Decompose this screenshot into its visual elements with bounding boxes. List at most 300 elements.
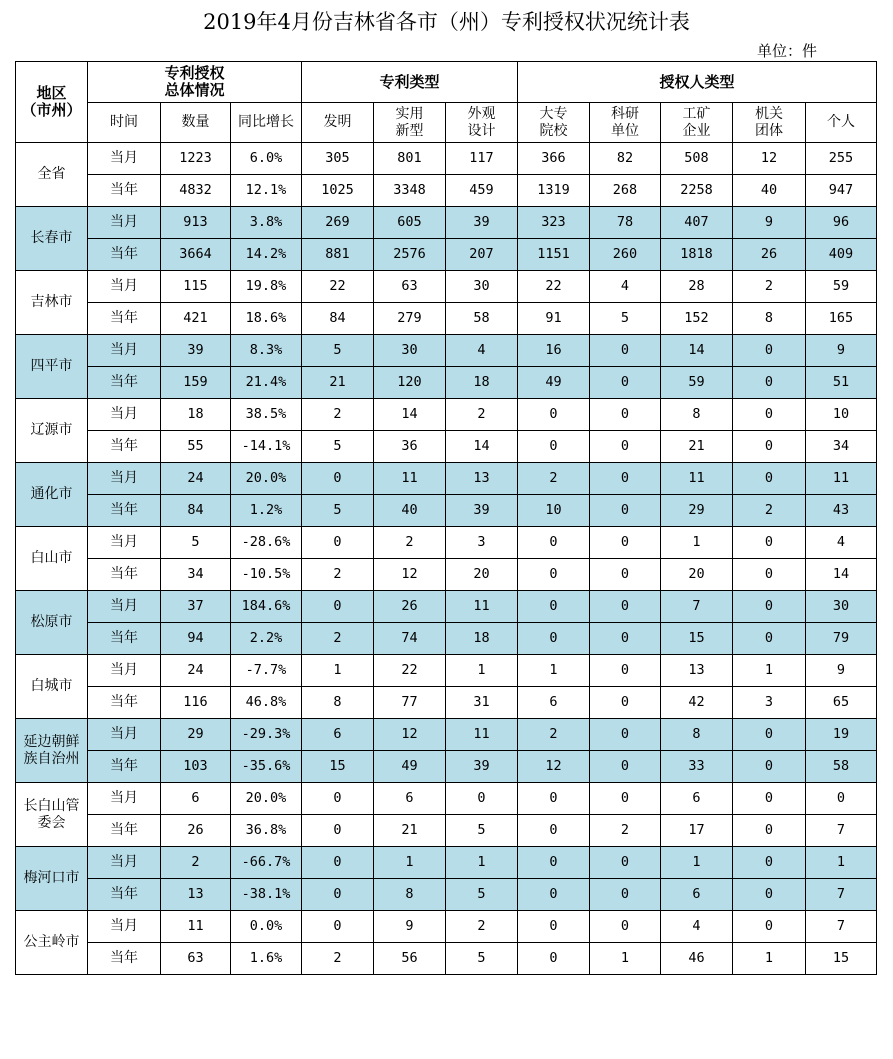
value-cell: 0 bbox=[590, 367, 661, 399]
value-cell: 65 bbox=[806, 687, 877, 719]
value-cell: 269 bbox=[302, 207, 374, 239]
period-cell: 当年 bbox=[88, 623, 161, 655]
value-cell: 1.2% bbox=[231, 495, 302, 527]
value-cell: 0 bbox=[302, 879, 374, 911]
value-cell: 1 bbox=[661, 527, 733, 559]
value-cell: 5 bbox=[302, 495, 374, 527]
value-cell: 33 bbox=[661, 751, 733, 783]
value-cell: 1 bbox=[374, 847, 446, 879]
table-row bbox=[16, 623, 877, 655]
value-cell: 9 bbox=[806, 655, 877, 687]
value-cell: 20 bbox=[446, 559, 518, 591]
value-cell: 407 bbox=[661, 207, 733, 239]
value-cell: 3664 bbox=[161, 239, 231, 271]
value-cell: 34 bbox=[806, 431, 877, 463]
value-cell: 8 bbox=[661, 719, 733, 751]
value-cell: 1 bbox=[733, 943, 806, 975]
col-header-design: 外观 设计 bbox=[446, 103, 518, 143]
value-cell: 2 bbox=[374, 527, 446, 559]
value-cell: 12 bbox=[518, 751, 590, 783]
period-cell: 当年 bbox=[88, 687, 161, 719]
region-cell: 松原市 bbox=[16, 591, 88, 655]
value-cell: 63 bbox=[374, 271, 446, 303]
value-cell: 2 bbox=[733, 271, 806, 303]
table-row bbox=[16, 271, 877, 303]
value-cell: 21 bbox=[661, 431, 733, 463]
value-cell: 366 bbox=[518, 143, 590, 175]
table-row bbox=[16, 175, 877, 207]
value-cell: 0 bbox=[518, 911, 590, 943]
region-cell: 吉林市 bbox=[16, 271, 88, 335]
table-row bbox=[16, 239, 877, 271]
value-cell: 11 bbox=[161, 911, 231, 943]
value-cell: 51 bbox=[806, 367, 877, 399]
value-cell: 0 bbox=[518, 783, 590, 815]
value-cell: 0 bbox=[590, 559, 661, 591]
period-cell: 当年 bbox=[88, 495, 161, 527]
value-cell: 40 bbox=[374, 495, 446, 527]
value-cell: 0 bbox=[733, 623, 806, 655]
period-cell: 当年 bbox=[88, 431, 161, 463]
value-cell: 30 bbox=[374, 335, 446, 367]
value-cell: 6 bbox=[518, 687, 590, 719]
value-cell: 0 bbox=[733, 879, 806, 911]
col-header-invention: 发明 bbox=[302, 103, 374, 143]
value-cell: 1223 bbox=[161, 143, 231, 175]
value-cell: 17 bbox=[661, 815, 733, 847]
value-cell: -38.1% bbox=[231, 879, 302, 911]
value-cell: 2 bbox=[733, 495, 806, 527]
value-cell: 2 bbox=[518, 719, 590, 751]
value-cell: 4832 bbox=[161, 175, 231, 207]
value-cell: 12 bbox=[374, 559, 446, 591]
value-cell: 7 bbox=[806, 879, 877, 911]
col-header-research: 科研 单位 bbox=[590, 103, 661, 143]
value-cell: 0 bbox=[518, 943, 590, 975]
region-cell: 通化市 bbox=[16, 463, 88, 527]
value-cell: 0 bbox=[518, 815, 590, 847]
value-cell: 5 bbox=[161, 527, 231, 559]
value-cell: 5 bbox=[446, 943, 518, 975]
value-cell: 8 bbox=[302, 687, 374, 719]
value-cell: 5 bbox=[446, 879, 518, 911]
table-row bbox=[16, 495, 877, 527]
table-row bbox=[16, 367, 877, 399]
value-cell: 34 bbox=[161, 559, 231, 591]
value-cell: -28.6% bbox=[231, 527, 302, 559]
value-cell: 1 bbox=[446, 655, 518, 687]
value-cell: 49 bbox=[374, 751, 446, 783]
value-cell: 21 bbox=[302, 367, 374, 399]
value-cell: 29 bbox=[661, 495, 733, 527]
value-cell: 881 bbox=[302, 239, 374, 271]
value-cell: 39 bbox=[446, 207, 518, 239]
value-cell: -7.7% bbox=[231, 655, 302, 687]
period-cell: 当年 bbox=[88, 303, 161, 335]
table-row bbox=[16, 655, 877, 687]
value-cell: 2 bbox=[590, 815, 661, 847]
value-cell: 39 bbox=[161, 335, 231, 367]
value-cell: 279 bbox=[374, 303, 446, 335]
value-cell: 2 bbox=[302, 559, 374, 591]
value-cell: 30 bbox=[806, 591, 877, 623]
col-header-growth: 同比增长 bbox=[231, 103, 302, 143]
value-cell: 0 bbox=[518, 847, 590, 879]
value-cell: 116 bbox=[161, 687, 231, 719]
value-cell: 1 bbox=[302, 655, 374, 687]
region-header: 地区 （市州） bbox=[16, 62, 88, 143]
table-row bbox=[16, 751, 877, 783]
region-cell: 白山市 bbox=[16, 527, 88, 591]
value-cell: 20.0% bbox=[231, 783, 302, 815]
value-cell: 59 bbox=[806, 271, 877, 303]
value-cell: 4 bbox=[590, 271, 661, 303]
value-cell: 20.0% bbox=[231, 463, 302, 495]
value-cell: 0 bbox=[518, 399, 590, 431]
table-row bbox=[16, 527, 877, 559]
value-cell: 0 bbox=[733, 399, 806, 431]
period-cell: 当年 bbox=[88, 175, 161, 207]
value-cell: 16 bbox=[518, 335, 590, 367]
value-cell: 0 bbox=[590, 847, 661, 879]
value-cell: 0 bbox=[302, 911, 374, 943]
value-cell: 7 bbox=[661, 591, 733, 623]
value-cell: 1 bbox=[590, 943, 661, 975]
value-cell: 0 bbox=[590, 687, 661, 719]
value-cell: 18.6% bbox=[231, 303, 302, 335]
value-cell: 46.8% bbox=[231, 687, 302, 719]
value-cell: 0 bbox=[590, 495, 661, 527]
value-cell: 409 bbox=[806, 239, 877, 271]
value-cell: 10 bbox=[518, 495, 590, 527]
value-cell: 6 bbox=[302, 719, 374, 751]
value-cell: 1 bbox=[806, 847, 877, 879]
value-cell: 2 bbox=[446, 399, 518, 431]
value-cell: 2.2% bbox=[231, 623, 302, 655]
value-cell: 801 bbox=[374, 143, 446, 175]
period-cell: 当月 bbox=[88, 655, 161, 687]
period-cell: 当月 bbox=[88, 591, 161, 623]
value-cell: -35.6% bbox=[231, 751, 302, 783]
col-header-individual: 个人 bbox=[806, 103, 877, 143]
value-cell: 0 bbox=[590, 911, 661, 943]
value-cell: 15 bbox=[661, 623, 733, 655]
value-cell: 58 bbox=[446, 303, 518, 335]
period-cell: 当年 bbox=[88, 879, 161, 911]
period-cell: 当年 bbox=[88, 943, 161, 975]
period-cell: 当月 bbox=[88, 783, 161, 815]
value-cell: 2 bbox=[161, 847, 231, 879]
period-cell: 当月 bbox=[88, 527, 161, 559]
table-row bbox=[16, 591, 877, 623]
value-cell: 0 bbox=[518, 559, 590, 591]
value-cell: 3 bbox=[733, 687, 806, 719]
period-cell: 当月 bbox=[88, 335, 161, 367]
value-cell: 6.0% bbox=[231, 143, 302, 175]
value-cell: 40 bbox=[733, 175, 806, 207]
value-cell: 0 bbox=[302, 815, 374, 847]
value-cell: 184.6% bbox=[231, 591, 302, 623]
value-cell: 1 bbox=[733, 655, 806, 687]
value-cell: 37 bbox=[161, 591, 231, 623]
value-cell: 22 bbox=[374, 655, 446, 687]
value-cell: 0 bbox=[590, 655, 661, 687]
period-cell: 当年 bbox=[88, 367, 161, 399]
value-cell: 58 bbox=[806, 751, 877, 783]
period-cell: 当月 bbox=[88, 207, 161, 239]
value-cell: 3.8% bbox=[231, 207, 302, 239]
value-cell: 79 bbox=[806, 623, 877, 655]
value-cell: 117 bbox=[446, 143, 518, 175]
value-cell: 13 bbox=[161, 879, 231, 911]
value-cell: 3 bbox=[446, 527, 518, 559]
patent-table bbox=[15, 61, 877, 975]
value-cell: 1 bbox=[518, 655, 590, 687]
value-cell: 9 bbox=[806, 335, 877, 367]
period-cell: 当月 bbox=[88, 847, 161, 879]
value-cell: 14 bbox=[661, 335, 733, 367]
value-cell: 94 bbox=[161, 623, 231, 655]
value-cell: 103 bbox=[161, 751, 231, 783]
value-cell: -66.7% bbox=[231, 847, 302, 879]
value-cell: 77 bbox=[374, 687, 446, 719]
value-cell: 260 bbox=[590, 239, 661, 271]
value-cell: 0 bbox=[733, 847, 806, 879]
value-cell: 5 bbox=[590, 303, 661, 335]
table-row bbox=[16, 559, 877, 591]
page-title: 2019年4月份吉林省各市（州）专利授权状况统计表 bbox=[203, 10, 690, 34]
value-cell: 0 bbox=[733, 591, 806, 623]
value-cell: 0 bbox=[733, 783, 806, 815]
value-cell: 78 bbox=[590, 207, 661, 239]
region-cell: 全省 bbox=[16, 143, 88, 207]
value-cell: 31 bbox=[446, 687, 518, 719]
value-cell: 29 bbox=[161, 719, 231, 751]
value-cell: 1151 bbox=[518, 239, 590, 271]
col-header-enterprise: 工矿 企业 bbox=[661, 103, 733, 143]
value-cell: 0 bbox=[733, 559, 806, 591]
value-cell: 5 bbox=[302, 431, 374, 463]
value-cell: 0 bbox=[590, 399, 661, 431]
value-cell: 2 bbox=[302, 399, 374, 431]
value-cell: 0 bbox=[806, 783, 877, 815]
value-cell: 56 bbox=[374, 943, 446, 975]
value-cell: 0 bbox=[302, 463, 374, 495]
period-cell: 当月 bbox=[88, 271, 161, 303]
value-cell: 5 bbox=[446, 815, 518, 847]
value-cell: 15 bbox=[806, 943, 877, 975]
table-row bbox=[16, 879, 877, 911]
col-header-agency: 机关 团体 bbox=[733, 103, 806, 143]
region-cell: 长白山管 委会 bbox=[16, 783, 88, 847]
value-cell: 14 bbox=[374, 399, 446, 431]
value-cell: 5 bbox=[302, 335, 374, 367]
value-cell: 8 bbox=[661, 399, 733, 431]
value-cell: 0 bbox=[733, 335, 806, 367]
value-cell: 21 bbox=[374, 815, 446, 847]
value-cell: 2576 bbox=[374, 239, 446, 271]
value-cell: 459 bbox=[446, 175, 518, 207]
table-row bbox=[16, 687, 877, 719]
group-total-header: 专利授权 总体情况 bbox=[88, 62, 302, 103]
value-cell: 0 bbox=[302, 783, 374, 815]
value-cell: 3348 bbox=[374, 175, 446, 207]
value-cell: 508 bbox=[661, 143, 733, 175]
value-cell: 12 bbox=[374, 719, 446, 751]
period-cell: 当年 bbox=[88, 751, 161, 783]
value-cell: 36.8% bbox=[231, 815, 302, 847]
value-cell: 120 bbox=[374, 367, 446, 399]
value-cell: 2 bbox=[302, 943, 374, 975]
period-cell: 当月 bbox=[88, 911, 161, 943]
value-cell: 1818 bbox=[661, 239, 733, 271]
value-cell: 1 bbox=[446, 847, 518, 879]
value-cell: -14.1% bbox=[231, 431, 302, 463]
value-cell: 91 bbox=[518, 303, 590, 335]
value-cell: 18 bbox=[446, 623, 518, 655]
value-cell: 12.1% bbox=[231, 175, 302, 207]
value-cell: 14 bbox=[446, 431, 518, 463]
region-cell: 白城市 bbox=[16, 655, 88, 719]
value-cell: 0 bbox=[733, 911, 806, 943]
value-cell: 0 bbox=[518, 431, 590, 463]
value-cell: 0 bbox=[518, 591, 590, 623]
region-cell: 长春市 bbox=[16, 207, 88, 271]
value-cell: 0 bbox=[590, 719, 661, 751]
value-cell: 49 bbox=[518, 367, 590, 399]
value-cell: 0 bbox=[590, 335, 661, 367]
value-cell: 1.6% bbox=[231, 943, 302, 975]
value-cell: 0 bbox=[302, 847, 374, 879]
value-cell: 0 bbox=[733, 751, 806, 783]
value-cell: 55 bbox=[161, 431, 231, 463]
value-cell: 0 bbox=[733, 463, 806, 495]
value-cell: 0 bbox=[590, 591, 661, 623]
value-cell: 421 bbox=[161, 303, 231, 335]
table-row bbox=[16, 847, 877, 879]
period-cell: 当月 bbox=[88, 143, 161, 175]
value-cell: 82 bbox=[590, 143, 661, 175]
value-cell: 4 bbox=[446, 335, 518, 367]
value-cell: -29.3% bbox=[231, 719, 302, 751]
value-cell: 39 bbox=[446, 751, 518, 783]
value-cell: 0 bbox=[590, 527, 661, 559]
value-cell: 46 bbox=[661, 943, 733, 975]
value-cell: 4 bbox=[661, 911, 733, 943]
value-cell: 305 bbox=[302, 143, 374, 175]
value-cell: 8 bbox=[733, 303, 806, 335]
value-cell: 2258 bbox=[661, 175, 733, 207]
value-cell: 84 bbox=[161, 495, 231, 527]
value-cell: 19 bbox=[806, 719, 877, 751]
value-cell: 0 bbox=[590, 879, 661, 911]
value-cell: 0 bbox=[302, 591, 374, 623]
value-cell: 30 bbox=[446, 271, 518, 303]
value-cell: 43 bbox=[806, 495, 877, 527]
table-row bbox=[16, 303, 877, 335]
table-row bbox=[16, 207, 877, 239]
period-cell: 当年 bbox=[88, 559, 161, 591]
table-row bbox=[16, 815, 877, 847]
table-row bbox=[16, 943, 877, 975]
value-cell: 0 bbox=[733, 367, 806, 399]
value-cell: 0 bbox=[590, 463, 661, 495]
value-cell: 19.8% bbox=[231, 271, 302, 303]
value-cell: 152 bbox=[661, 303, 733, 335]
value-cell: 96 bbox=[806, 207, 877, 239]
value-cell: 0 bbox=[518, 527, 590, 559]
value-cell: 268 bbox=[590, 175, 661, 207]
value-cell: 6 bbox=[374, 783, 446, 815]
value-cell: 39 bbox=[446, 495, 518, 527]
value-cell: 26 bbox=[374, 591, 446, 623]
col-header-utility: 实用 新型 bbox=[374, 103, 446, 143]
value-cell: 1 bbox=[661, 847, 733, 879]
region-cell: 辽源市 bbox=[16, 399, 88, 463]
value-cell: 605 bbox=[374, 207, 446, 239]
value-cell: 10 bbox=[806, 399, 877, 431]
value-cell: 0 bbox=[590, 623, 661, 655]
period-cell: 当年 bbox=[88, 815, 161, 847]
col-header-university: 大专 院校 bbox=[518, 103, 590, 143]
value-cell: 207 bbox=[446, 239, 518, 271]
value-cell: 21.4% bbox=[231, 367, 302, 399]
region-cell: 梅河口市 bbox=[16, 847, 88, 911]
table-row bbox=[16, 911, 877, 943]
value-cell: 13 bbox=[446, 463, 518, 495]
value-cell: 26 bbox=[733, 239, 806, 271]
value-cell: 26 bbox=[161, 815, 231, 847]
value-cell: 12 bbox=[733, 143, 806, 175]
table-row bbox=[16, 463, 877, 495]
value-cell: 15 bbox=[302, 751, 374, 783]
value-cell: 0 bbox=[518, 623, 590, 655]
value-cell: 0 bbox=[446, 783, 518, 815]
value-cell: 84 bbox=[302, 303, 374, 335]
value-cell: 11 bbox=[661, 463, 733, 495]
value-cell: 0.0% bbox=[231, 911, 302, 943]
table-row bbox=[16, 719, 877, 751]
value-cell: 8 bbox=[374, 879, 446, 911]
value-cell: 36 bbox=[374, 431, 446, 463]
value-cell: 1319 bbox=[518, 175, 590, 207]
col-header-time: 时间 bbox=[88, 103, 161, 143]
value-cell: 74 bbox=[374, 623, 446, 655]
value-cell: 18 bbox=[161, 399, 231, 431]
value-cell: 63 bbox=[161, 943, 231, 975]
value-cell: 0 bbox=[733, 719, 806, 751]
value-cell: 1025 bbox=[302, 175, 374, 207]
value-cell: 4 bbox=[806, 527, 877, 559]
value-cell: 0 bbox=[518, 879, 590, 911]
value-cell: 28 bbox=[661, 271, 733, 303]
period-cell: 当月 bbox=[88, 399, 161, 431]
value-cell: 947 bbox=[806, 175, 877, 207]
region-cell: 四平市 bbox=[16, 335, 88, 399]
value-cell: 8.3% bbox=[231, 335, 302, 367]
value-cell: 6 bbox=[661, 879, 733, 911]
value-cell: 38.5% bbox=[231, 399, 302, 431]
table-row bbox=[16, 431, 877, 463]
value-cell: 9 bbox=[374, 911, 446, 943]
table-row bbox=[16, 783, 877, 815]
value-cell: 6 bbox=[661, 783, 733, 815]
value-cell: 11 bbox=[806, 463, 877, 495]
col-header-count: 数量 bbox=[161, 103, 231, 143]
period-cell: 当月 bbox=[88, 463, 161, 495]
region-cell: 公主岭市 bbox=[16, 911, 88, 975]
value-cell: 22 bbox=[518, 271, 590, 303]
